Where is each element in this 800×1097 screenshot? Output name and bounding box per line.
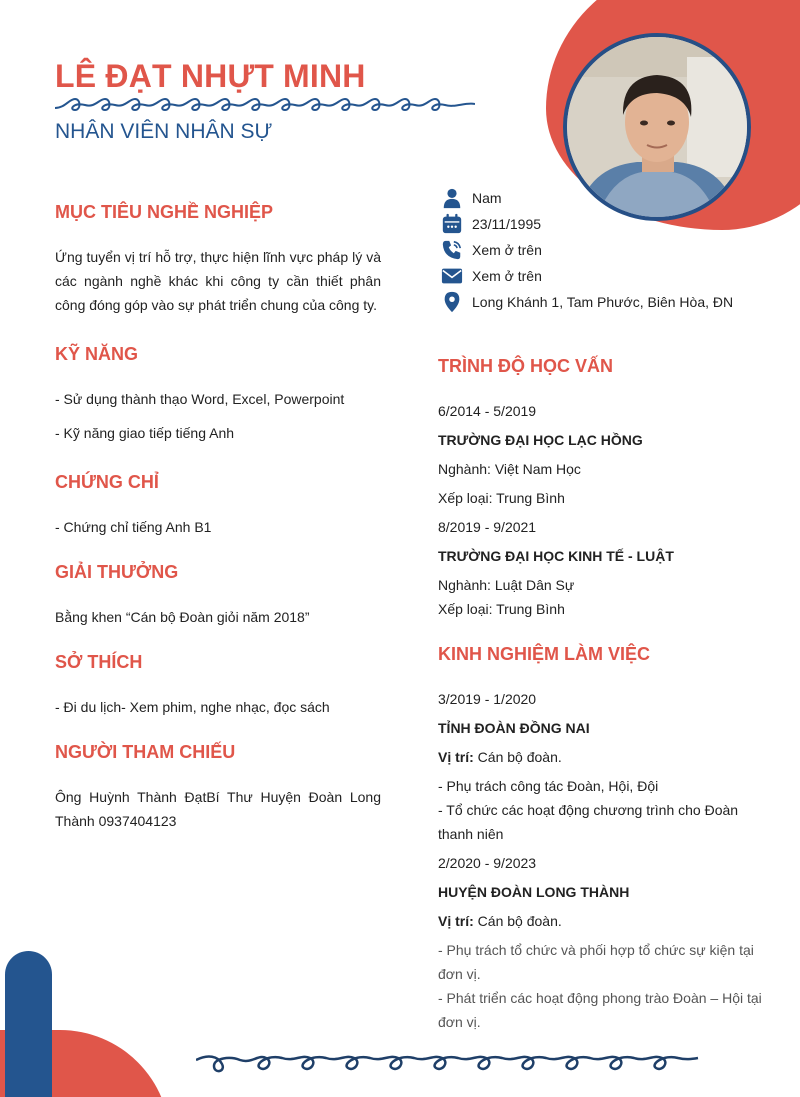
skill-item: - Kỹ năng giao tiếp tiếng Anh xyxy=(55,425,235,441)
mail-icon xyxy=(441,265,463,287)
education-period: 6/2014 - 5/2019 xyxy=(438,403,537,419)
education-period: 8/2019 - 9/2021 xyxy=(438,519,537,535)
job-title: NHÂN VIÊN NHÂN SỰ xyxy=(55,120,273,143)
phone-value: Xem ở trên xyxy=(472,242,542,258)
skill-item: - Sử dụng thành thạo Word, Excel, Powerpoint xyxy=(55,391,345,407)
user-icon xyxy=(441,187,463,209)
contact-email xyxy=(441,263,771,289)
position-label: Vị trí: xyxy=(438,913,474,929)
contact-gender xyxy=(441,185,771,211)
skills-title: KỸ NĂNG xyxy=(55,344,139,364)
education-title: TRÌNH ĐỘ HỌC VẤN xyxy=(438,356,613,376)
candidate-name: LÊ ĐẠT NHỰT MINH xyxy=(55,58,366,94)
location-icon xyxy=(441,291,463,313)
experience-duty: - Phát triển các hoạt động phong trào Đoàn – Hội tại đơn vị. xyxy=(438,990,762,1030)
experience-company: HUYỆN ĐOÀN LONG THÀNH xyxy=(438,884,630,900)
hobbies-title: SỞ THÍCH xyxy=(55,652,143,672)
contact-address xyxy=(441,289,771,315)
education-major: Nghành: Luật Dân Sự xyxy=(438,577,575,593)
experience-position xyxy=(438,745,768,769)
experience-title: KINH NGHIỆM LÀM VIỆC xyxy=(438,644,651,664)
experience-duty: - Phụ trách công tác Đoàn, Hội, Đội xyxy=(438,778,659,794)
position-value: Cán bộ đoàn. xyxy=(477,749,562,765)
education-major: Nghành: Việt Nam Học xyxy=(438,461,581,477)
experience-period: 2/2020 - 9/2023 xyxy=(438,855,537,871)
decorative-squiggle-top xyxy=(55,96,475,116)
experience-duty: - Phụ trách tổ chức và phối hợp tổ chức sự kiện tại đơn vị. xyxy=(438,942,754,982)
awards-text: Bằng khen “Cán bộ Đoàn giỏi năm 2018” xyxy=(55,609,310,625)
position-value: Cán bộ đoàn. xyxy=(477,913,562,929)
right-column xyxy=(438,354,768,1034)
birthday-value: 23/11/1995 xyxy=(472,216,542,232)
decorative-shape-bottom-left-blue xyxy=(5,951,52,1097)
address-value: Long Khánh 1, Tam Phước, Biên Hòa, ĐN xyxy=(472,294,734,310)
education-school: TRƯỜNG ĐẠI HỌC LẠC HỒNG xyxy=(438,432,643,448)
experience-duty: - Tổ chức các hoạt động chương trình cho Đoàn thanh niên xyxy=(438,802,739,842)
certificate-item: - Chứng chỉ tiếng Anh B1 xyxy=(55,519,212,535)
references-text: Ông Huỳnh Thành ĐạtBí Thư Huyện Đoàn Long Thành 0937404123 xyxy=(55,789,381,829)
education-school: TRƯỜNG ĐẠI HỌC KINH TẾ - LUẬT xyxy=(438,548,674,564)
phone-icon xyxy=(441,239,463,261)
experience-position xyxy=(438,909,768,933)
certificates-title: CHỨNG CHỈ xyxy=(55,472,159,492)
contact-birthday xyxy=(441,211,771,237)
references-title: NGƯỜI THAM CHIẾU xyxy=(55,742,236,762)
position-label: Vị trí: xyxy=(438,749,474,765)
hobbies-text: - Đi du lịch- Xem phim, nghe nhạc, đọc sách xyxy=(55,699,330,715)
left-column xyxy=(55,200,381,833)
awards-title: GIẢI THƯỞNG xyxy=(55,562,179,582)
decorative-squiggle-bottom xyxy=(196,1050,700,1078)
calendar-icon xyxy=(441,213,463,235)
objective-title: MỤC TIÊU NGHỀ NGHIỆP xyxy=(55,202,274,222)
gender-value: Nam xyxy=(472,190,502,206)
objective-text: Ứng tuyển vị trí hỗ trợ, thực hiện lĩnh vực pháp lý và các ngành nghề khác khi công ty cần thiết phân công đóng góp vào sự phát triển chung của công ty. xyxy=(55,249,381,313)
experience-company: TỈNH ĐOÀN ĐỒNG NAI xyxy=(438,720,590,736)
contact-phone xyxy=(441,237,771,263)
email-value: Xem ở trên xyxy=(472,268,542,284)
experience-period: 3/2019 - 1/2020 xyxy=(438,691,537,707)
education-rank: Xếp loại: Trung Bình xyxy=(438,490,565,506)
education-rank: Xếp loại: Trung Bình xyxy=(438,601,565,617)
contact-info xyxy=(441,185,771,315)
